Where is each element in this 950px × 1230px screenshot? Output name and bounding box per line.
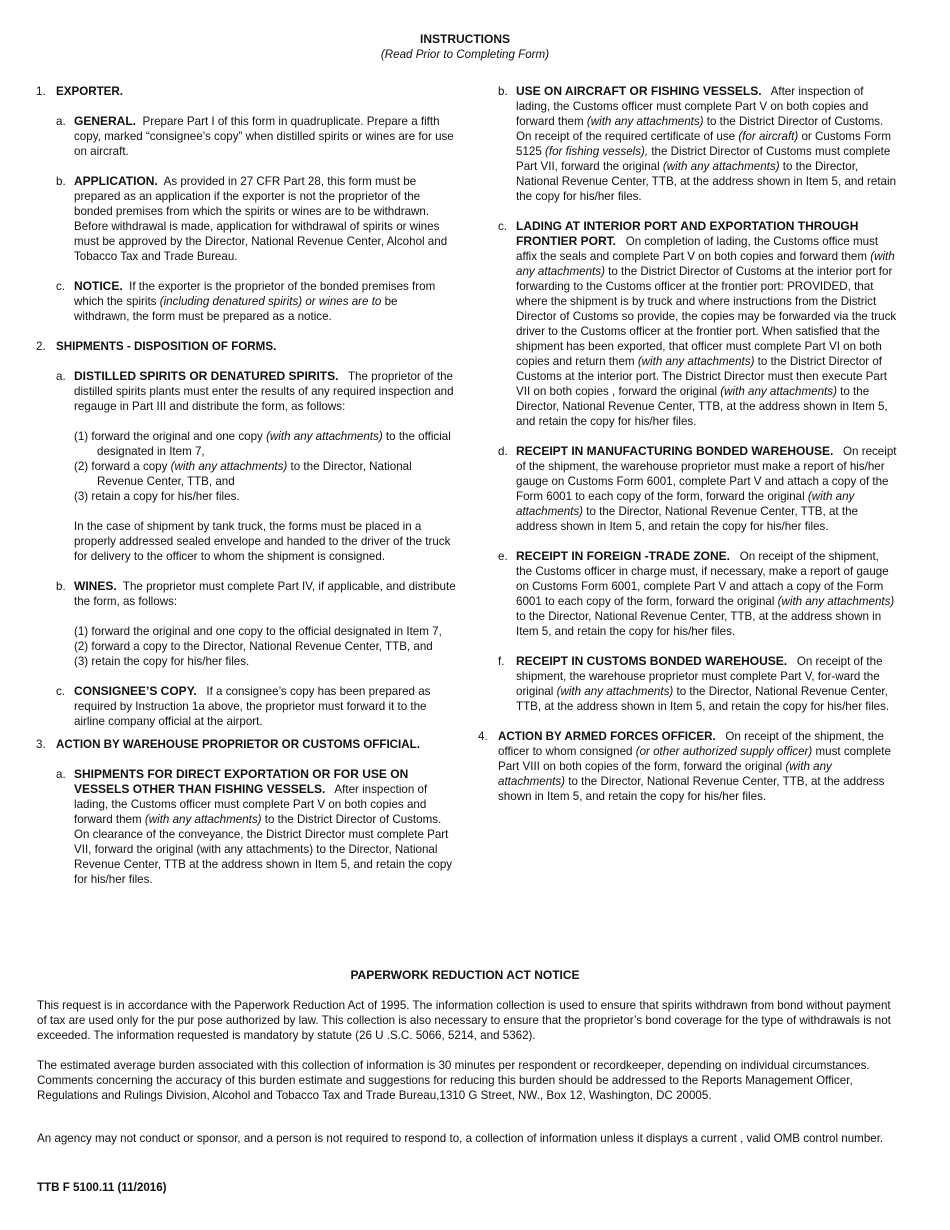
- pra-paragraph: An agency may not conduct or sponsor, and a person is not required to respond to, a collection of information unless it displays a current , valid OMB control number.: [37, 1132, 884, 1145]
- item-3c: c. LADING AT INTERIOR PORT AND EXPORTATION THROUGH FRONTIER PORT. On completion of lading, the Customs office must affix the seals and complete Part V on both copies and forward them (with any attachments) to the District Director of Customs at the interior port for forwarding to the Customs officer at the frontier port: PROVIDED, that where the shipment is by truck and where instructions from the District Director of Customs so provide, the copies may be forwarded via the truck driver to the Customs officer at the frontier port. When satisfied that the shipment has been exported, that officer must complete Part VI on both copies and return them (with any attachments) to the District Director of Customs at the interior port. The District Director must then execute Part VII on both copies , forward the original (with any attachments) to the Director, National Revenue Center, TTB, at the address shown in Item 5, and retain the copy for his/her files.: [498, 219, 897, 428]
- item-text: to the District Director of Customs. On clearance of the conveyance, the District Director must complete Part VII, forward the original (with any attachments) to the Director, National Revenue Center, TTB at the address shown in Item 5, and retain the copy for his/her files.: [74, 813, 453, 886]
- item-text: In the case of shipment by tank truck, the forms must be placed in a properly addressed sealed envelope and handed to the driver of the truck for delivery to the officer to whom the shipment is consigned.: [74, 520, 451, 563]
- item-letter: a.: [56, 370, 66, 383]
- item-2b: [36, 579, 456, 669]
- list-item: (1) forward the original and one copy to the official designated in Item 7,: [74, 625, 442, 638]
- pra-paragraph: The estimated average burden associated with this collection of information is 30 minutes per respondent or recordkeeper, depending on individual circumstances. Comments concerning the accuracy of this burden estimate and suggestions for reducing this burden should be addressed to the Reports Management Officer, Regulations and Rulings Division, Alcohol and Tobacco Tax and Trade Bureau,1310 G Street, NW., Box 12, Washington, DC 20005.: [37, 1059, 870, 1102]
- item-title: LADING AT INTERIOR PORT AND EXPORTATION THROUGH FRONTIER PORT.: [516, 219, 859, 248]
- item-title: SHIPMENTS FOR DIRECT EXPORTATION OR FOR USE ON VESSELS OTHER THAN FISHING VESSELS.: [74, 767, 409, 796]
- item-title: APPLICATION.: [74, 174, 158, 188]
- item-title: WINES.: [74, 579, 117, 593]
- item-3d: d. RECEIPT IN MANUFACTURING BONDED WAREHOUSE. On receipt of the shipment, the warehouse proprietor must make a report of his/her gauge on Customs Form 6001, complete Part V and attach a copy of the Form 6001 to each copy of the form, forward the original (with any attachments) to the Director, National Revenue Center, TTB, at the address shown in Item 5, and retain the copy for his/her files.: [498, 444, 897, 533]
- pra-title: PAPERWORK REDUCTION ACT NOTICE: [350, 968, 580, 982]
- item-text-italic: (with any attachments): [144, 813, 262, 826]
- item-text: If the exporter is the proprietor of the bonded premises from which the spirits: [74, 280, 436, 308]
- left-column: [36, 84, 456, 887]
- section-title: ACTION BY WAREHOUSE PROPRIETOR OR CUSTOMS OFFICIAL.: [56, 738, 420, 751]
- item-title: NOTICE.: [74, 279, 123, 293]
- right-column: [478, 84, 898, 804]
- item-letter: f.: [498, 655, 505, 668]
- section-number: 2.: [36, 340, 46, 353]
- item-3a: [36, 767, 456, 887]
- item-title: RECEIPT IN FOREIGN -TRADE ZONE.: [516, 549, 731, 563]
- item-title: RECEIPT IN MANUFACTURING BONDED WAREHOUSE.: [516, 444, 834, 458]
- item-text: If a consignee’s copy has been prepared as required by Instruction 1a above, the proprietor must forward it to the airline company official at the airport.: [74, 685, 431, 728]
- item-3f: f. RECEIPT IN CUSTOMS BONDED WAREHOUSE. On receipt of the shipment, the warehouse proprietor must complete Part V, for-ward the original (with any attachments) to the Director, National Revenue Center, TTB, at the address shown in Item 5, and retain the copy for his/her files.: [498, 654, 890, 713]
- form-id: TTB F 5100.11 (11/2016): [37, 1181, 167, 1194]
- item-title: GENERAL.: [74, 114, 137, 128]
- list-item: (3) retain the copy for his/her files.: [74, 655, 250, 668]
- item-1b: [36, 174, 456, 264]
- item-text-italic: (including denatured spirits) or wines are to: [159, 295, 382, 308]
- item-title: RECEIPT IN CUSTOMS BONDED WAREHOUSE.: [516, 654, 788, 668]
- item-letter: b.: [56, 580, 66, 593]
- item-letter: c.: [498, 220, 508, 233]
- list-item: (3) retain a copy for his/her files.: [74, 490, 240, 503]
- pra-paragraph: This request is in accordance with the Paperwork Reduction Act of 1995. The information collection is used to ensure that spirits withdrawn from bond without payment of tax are used only for the pur pose authorized by law. This collection is also necessary to ensure that the proprietor’s bond coverage for the type of withdrawals is not exceeded. The information requested is mandatory by statute (26 U .S.C. 5066, 5214, and 5362).: [37, 999, 891, 1042]
- item-title: USE ON AIRCRAFT OR FISHING VESSELS.: [516, 84, 762, 98]
- section-title: ACTION BY ARMED FORCES OFFICER.: [498, 730, 716, 743]
- list-item: (1) forward the original and one copy (with any attachments) to the official designated in Item 7,: [74, 430, 451, 458]
- section-number: 1.: [36, 85, 46, 98]
- section-number: 3.: [36, 738, 46, 751]
- item-text: The proprietor must complete Part IV, if applicable, and distribute the form, as follows:: [74, 580, 456, 608]
- section-title: SHIPMENTS - DISPOSITION OF FORMS.: [56, 340, 277, 353]
- item-2a: [36, 369, 456, 564]
- item-1c: [36, 279, 456, 324]
- item-text: After inspection of lading, the Customs officer must complete Part V on both copies and forward them: [74, 783, 428, 826]
- section-1: [36, 84, 456, 99]
- section-4: 4. ACTION BY ARMED FORCES OFFICER. On receipt of the shipment, the officer to whom consigned (or other authorized supply officer) must complete Part VIII on both copies of the form, forward the original (with any attachments) to the Director, National Revenue Center, TTB, at the address shown in Item 5, and retain the copy for his/her files.: [478, 730, 891, 803]
- item-title: CONSIGNEE’S COPY.: [74, 684, 197, 698]
- list-item: (2) forward a copy (with any attachments) to the Director, National Revenue Center, TTB, and: [74, 460, 412, 488]
- page-subtitle: (Read Prior to Completing Form): [380, 48, 550, 61]
- item-letter: b.: [498, 85, 508, 98]
- section-title: EXPORTER.: [56, 85, 123, 98]
- item-letter: d.: [498, 445, 508, 458]
- item-text: As provided in 27 CFR Part 28, this form must be prepared as an application if the exporter is not the proprietor of the bonded premises from which the spirits or wines are to be withdrawn. Before withdrawal is made, application for withdrawal of spirits or wines must be approved by the Director, National Revenue Center, Alcohol and Tobacco Tax and Trade Bureau.: [74, 175, 448, 263]
- list-item: (2) forward a copy to the Director, National Revenue Center, TTB, and: [74, 640, 433, 653]
- item-text: Prepare Part I of this form in quadruplicate. Prepare a fifth copy, marked “consignee’s copy” when distilled spirits or wines are for use on aircraft.: [74, 115, 454, 158]
- item-letter: c.: [56, 685, 66, 698]
- item-2c: [36, 684, 456, 729]
- item-letter: b.: [56, 175, 66, 188]
- item-text: be withdrawn, the form must be prepared as a notice.: [74, 295, 398, 323]
- section-number: 4.: [478, 730, 488, 743]
- section-3: [36, 737, 456, 752]
- section-2: [36, 339, 456, 354]
- item-letter: a.: [56, 768, 66, 781]
- item-title: DISTILLED SPIRITS OR DENATURED SPIRITS.: [74, 369, 339, 383]
- item-3e: e. RECEIPT IN FOREIGN -TRADE ZONE. On receipt of the shipment, the Customs officer in charge must, if necessary, make a report of gauge on Customs Form 6001, complete Part V and attach a copy of the Form 6001 to each copy of the form, forward the original (with any attachments) to the Director, National Revenue Center, TTB, at the address shown in Item 5, and retain the copy for his/her files.: [498, 549, 895, 638]
- page-title: INSTRUCTIONS: [420, 32, 510, 46]
- item-letter: e.: [498, 550, 508, 563]
- item-text: The proprietor of the distilled spirits plants must enter the results of any required inspection and regauge in Part III and distribute the form, as follows:: [74, 370, 454, 413]
- item-3b: b. USE ON AIRCRAFT OR FISHING VESSELS. After inspection of lading, the Customs officer must complete Part V on both copies and forward them (with any attachments) to the District Director of Customs. On receipt of the required certificate of use (for aircraft) or Customs Form 5125 (for fishing vessels), the District Director of Customs must complete Part VII, forward the original (with any attachments) to the Director, National Revenue Center, TTB, at the address shown in Item 5, and retain the copy for his/her files.: [498, 84, 897, 203]
- item-letter: c.: [56, 280, 66, 293]
- item-letter: a.: [56, 115, 66, 128]
- item-1a: [36, 114, 456, 159]
